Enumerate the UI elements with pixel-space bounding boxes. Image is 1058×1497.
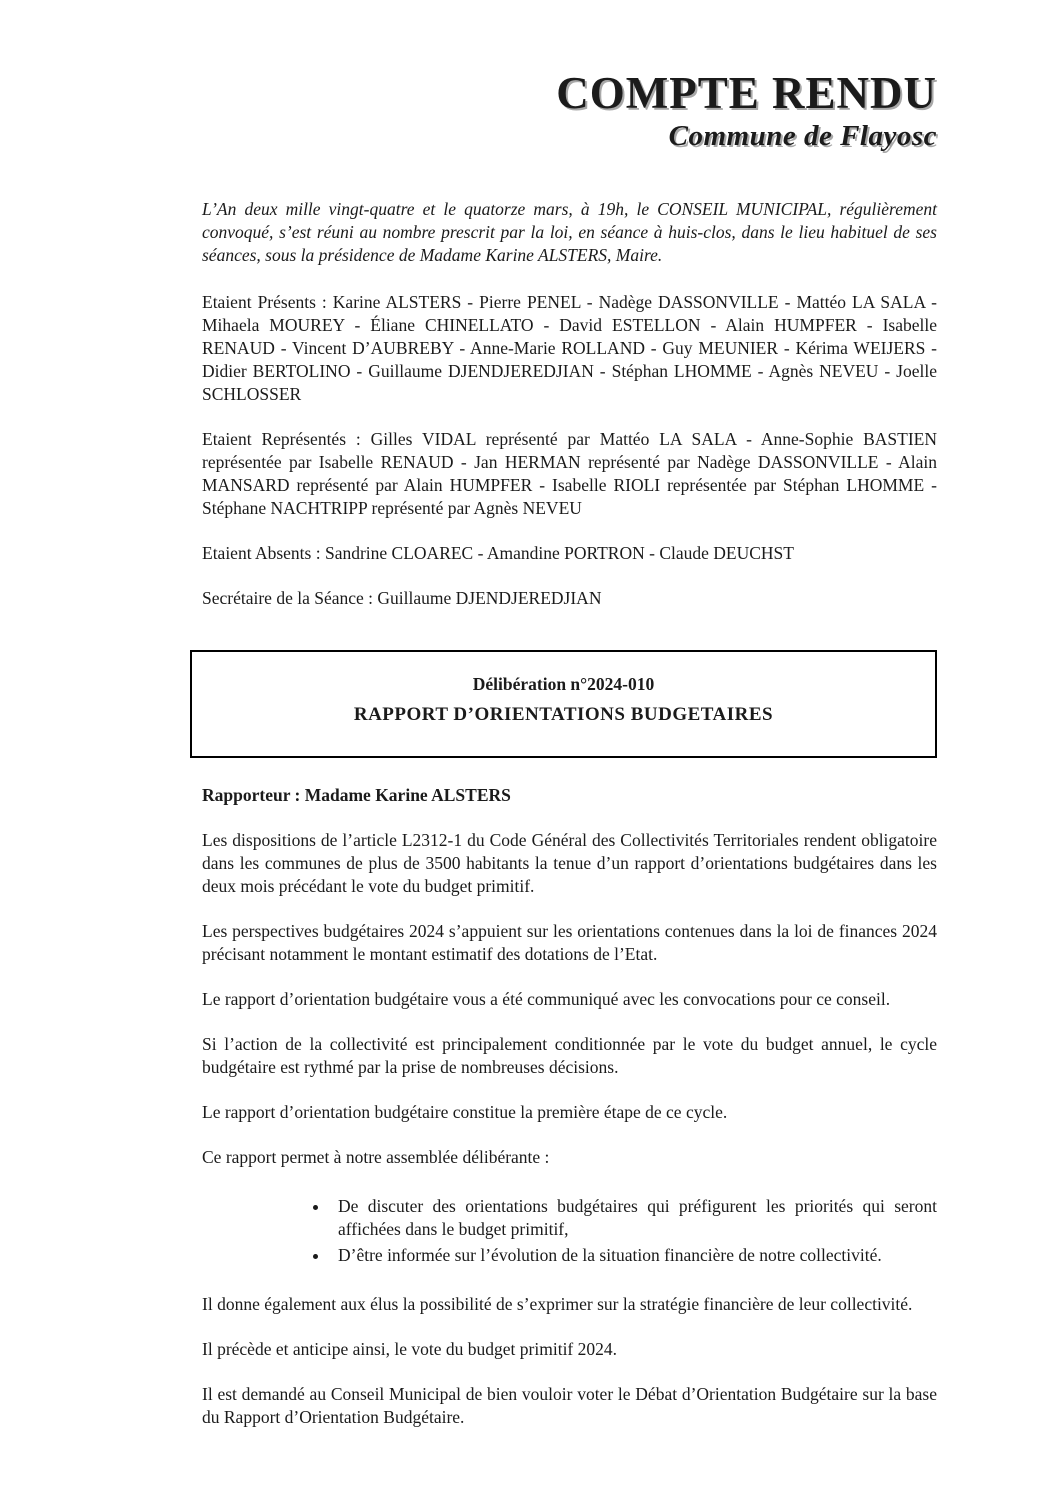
page-title: COMPTE RENDU (556, 68, 937, 118)
bullet-list (202, 1195, 937, 1267)
body-paragraph: Le rapport d’orientation budgétaire vous a été communiqué avec les convocations pour ce conseil. (202, 989, 891, 1010)
body-paragraph: Si l’action de la collectivité est principalement conditionnée par le vote du budget annuel, le cycle budgétaire est rythmé par la prise de nombreuses décisions. (202, 1034, 937, 1078)
bullet-item: • D’être informée sur l’évolution de la situation financière de notre collectivité. (330, 1244, 937, 1267)
body-paragraph: Ce rapport permet à notre assemblée délibérante : (202, 1147, 550, 1168)
attendance-presents: Etaient Présents : Karine ALSTERS - Pierre PENEL - Nadège DASSONVILLE - Mattéo LA SALA - Mihaela MOUREY - Éliane CHINELLATO - David ESTELLON - Alain HUMPFER - Isabelle RENAUD - Vincent D’AUBREBY - Anne-Marie ROLLAND - Guy MEUNIER - Kérima WEIJERS - Didier BERTOLINO - Guillaume DJENDJEREDJIAN - Stéphan LHOMME - Agnès NEVEU - Joelle SCHLOSSER (202, 292, 937, 405)
page-subtitle: Commune de Flayosc (668, 120, 937, 153)
preamble-paragraph: L’An deux mille vingt-quatre et le quatorze mars, à 19h, le CONSEIL MUNICIPAL, régulièrement convoqué, s’est réuni au nombre prescrit par la loi, en séance à huis-clos, dans le lieu habituel de ses séances, sous la présidence de Madame Karine ALSTERS, Maire. (202, 199, 937, 266)
rapporteur-line: Rapporteur : Madame Karine ALSTERS (202, 785, 511, 806)
deliberation-number: Délibération n°2024-010 (472, 674, 655, 695)
document-header (202, 70, 937, 153)
body-paragraph: Le rapport d’orientation budgétaire constitue la première étape de ce cycle. (202, 1102, 728, 1123)
deliberation-box (190, 650, 937, 758)
session-secretary-line: Secrétaire de la Séance : Guillaume DJENDJEREDJIAN (202, 588, 602, 609)
bullet-item: • De discuter des orientations budgétaires qui préfigurent les priorités qui seront affichées dans le budget primitif, (330, 1195, 937, 1241)
document-body (202, 198, 937, 1429)
body-paragraph: Les perspectives budgétaires 2024 s’appuient sur les orientations contenues dans la loi de finances 2024 précisant notamment le montant estimatif des dotations de l’Etat. (202, 921, 937, 965)
attendance-absents: Etaient Absents : Sandrine CLOAREC - Amandine PORTRON - Claude DEUCHST (202, 543, 794, 564)
body-paragraph: Il précède et anticipe ainsi, le vote du budget primitif 2024. (202, 1339, 618, 1360)
body-paragraph: Il est demandé au Conseil Municipal de bien vouloir voter le Débat d’Orientation Budgétaire sur la base du Rapport d’Orientation Budgétaire. (202, 1384, 937, 1428)
deliberation-title: RAPPORT D’ORIENTATIONS BUDGETAIRES (353, 704, 774, 726)
body-paragraph: Les dispositions de l’article L2312-1 du Code Général des Collectivités Territoriales rendent obligatoire dans les communes de plus de 3500 habitants la tenue d’un rapport d’orientations budgétaires dans les deux mois précédant le vote du budget primitif. (202, 830, 937, 897)
body-paragraph: Il donne également aux élus la possibilité de s’exprimer sur la stratégie financière de leur collectivité. (202, 1294, 913, 1315)
attendance-representes: Etaient Représentés : Gilles VIDAL représenté par Mattéo LA SALA - Anne-Sophie BASTIEN représentée par Isabelle RENAUD - Jan HERMAN représenté par Nadège DASSONVILLE - Alain MANSARD représenté par Alain HUMPFER - Isabelle RIOLI représentée par Stéphan LHOMME - Stéphane NACHTRIPP représenté par Agnès NEVEU (202, 429, 937, 519)
